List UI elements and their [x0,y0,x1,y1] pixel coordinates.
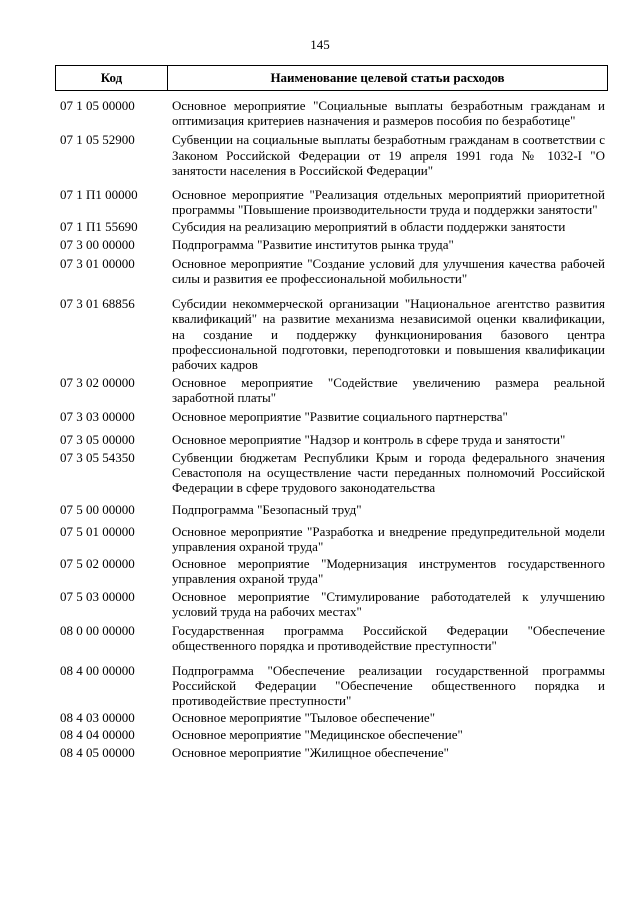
row-name: Субвенции на социальные выплаты безработным гражданам в соответствии с Законом Российской Федерации от 19 апреля 1991 года № 1032-I "О занятости населения в Российской Федерации" [172,132,605,178]
row-code: 07 3 01 00000 [60,255,135,271]
row-code: 07 1 05 52900 [60,132,135,148]
row-name: Основное мероприятие "Тыловое обеспечение" [172,710,435,726]
row-code: 07 1 05 00000 [60,98,135,113]
table-row [60,132,605,178]
row-code: 08 4 00 00000 [60,662,135,678]
row-code: 07 3 03 00000 [60,408,135,424]
name-column-header: Наименование целевой статьи расходов [270,70,505,85]
row-name: Основное мероприятие "Социальные выплаты безработным гражданам и оптимизация критериев назначения и размеров пособия по безработице" [172,98,605,129]
row-code: 07 1 П1 55690 [60,219,138,235]
table-row [60,187,605,217]
row-name: Государственная программа Российской Федерации "Обеспечение общественного порядка и противодействие преступности" [172,623,605,654]
table-row [60,219,605,234]
row-name: Субвенции бюджетам Республики Крым и города федерального значения Севастополя на осуществление части переданных полномочий Российской Федерации в сфере трудового законодательства [172,450,605,496]
row-code: 07 1 П1 00000 [60,187,138,203]
row-code: 08 4 04 00000 [60,727,135,743]
row-code: 07 3 05 54350 [60,450,135,466]
row-name: Основное мероприятие "Медицинское обеспечение" [172,727,463,743]
table-row [60,256,605,286]
table-row [60,589,605,619]
row-code: 07 5 00 00000 [60,501,135,517]
row-code: 07 3 01 68856 [60,296,135,312]
row-name: Основное мероприятие "Надзор и контроль в сфере труда и занятости" [172,431,566,447]
row-code: 08 0 00 00000 [60,623,135,639]
table-row [60,745,605,760]
row-name: Субсидии некоммерческой организации "Национальное агентство развития квалификаций" на развитие механизма независимой оценки квалификации, на создание и поддержку функционирования базового центра профессиональной подготовки, переподготовки и повышения квалификации рабочих кадров [172,296,605,373]
table-row [60,237,605,252]
table-row [60,432,605,447]
row-code: 07 3 00 00000 [60,236,135,252]
table-row [60,409,605,424]
row-name: Основное мероприятие "Разработка и внедрение предупредительной модели управления охраной труда" [172,523,605,555]
row-name: Основное мероприятие "Модернизация инструментов государственного управления охраной труда" [172,556,605,587]
row-code: 08 4 05 00000 [60,744,135,760]
table-row [60,727,605,742]
row-name: Основное мероприятие "Развитие социального партнерства" [172,408,508,424]
row-name: Основное мероприятие "Содействие увеличению размера реальной заработной платы" [172,375,605,406]
row-name: Основное мероприятие "Стимулирование работодателей к улучшению условий труда на рабочих местах" [172,588,605,619]
table-row [60,296,605,372]
table-row [60,502,605,517]
table-row [60,663,605,709]
table-row [60,524,605,554]
table-header [55,65,608,91]
table-row [60,623,605,653]
table-row [60,710,605,725]
code-column-header: Код [56,66,168,90]
table-body [60,98,605,760]
table-row [60,98,605,128]
row-code: 07 5 01 00000 [60,523,135,539]
row-name: Основное мероприятие "Создание условий для улучшения качества рабочей силы и развития ее профессиональной мобильности" [172,255,605,287]
row-code: 07 3 02 00000 [60,375,135,391]
row-code: 07 5 03 00000 [60,588,135,604]
row-name: Подпрограмма "Развитие институтов рынка труда" [172,236,454,252]
table-row [60,556,605,586]
row-name: Подпрограмма "Обеспечение реализации государственной программы Российской Федерации "Обеспечение общественного порядка и противодействие преступности" [172,662,605,708]
row-name: Субсидия на реализацию мероприятий в области поддержки занятости [172,219,566,235]
row-name: Подпрограмма "Безопасный труд" [172,501,362,517]
row-code: 07 3 05 00000 [60,431,135,447]
row-code: 07 5 02 00000 [60,556,135,572]
row-code: 08 4 03 00000 [60,710,135,726]
page-number: 145 [310,37,330,52]
row-name: Основное мероприятие "Жилищное обеспечение" [172,744,449,760]
table-row [60,450,605,496]
table-row [60,375,605,405]
row-name: Основное мероприятие "Реализация отдельных мероприятий приоритетной программы "Повышение производительности труда и поддержки занятости" [172,187,605,218]
